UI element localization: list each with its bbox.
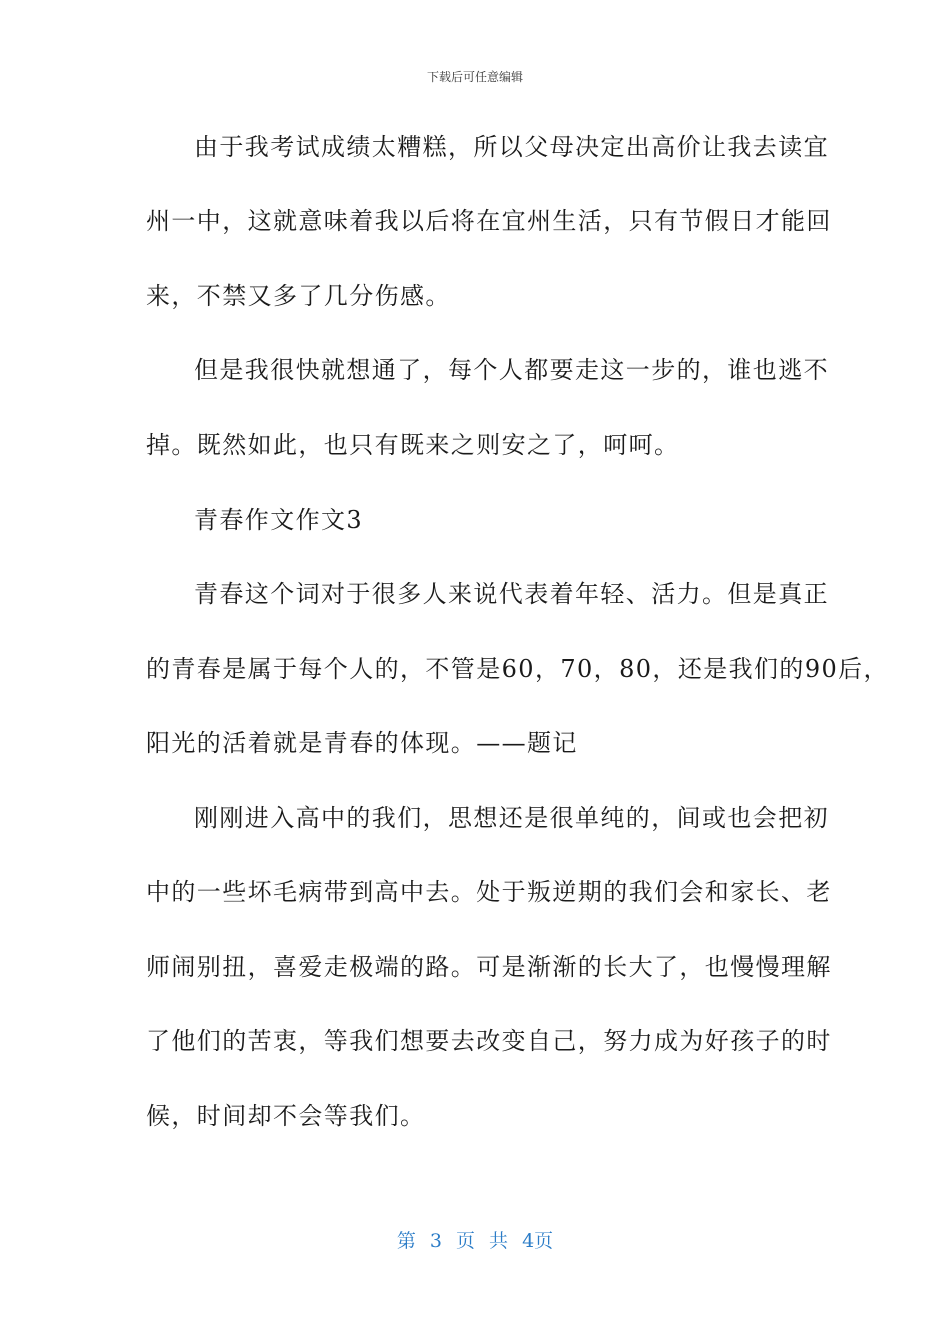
text-line: 青春这个词对于很多人来说代表着年轻、活力。但是真正 — [194, 580, 829, 608]
text-line: 掉。既然如此，也只有既来之则安之了，呵呵。 — [146, 431, 680, 459]
page-indicator: 第 3 页 共 4页 — [396, 1230, 554, 1252]
text-line: 刚刚进入高中的我们，思想还是很单纯的，间或也会把初 — [194, 804, 829, 832]
text-line: 阳光的活着就是青春的体现。——题记 — [146, 729, 578, 757]
text-line: 由于我考试成绩太糟糕，所以父母决定出高价让我去读宜 — [194, 133, 829, 161]
text-line: 来，不禁又多了几分伤感。 — [146, 282, 451, 310]
text-line: 但是我很快就想通了，每个人都要走这一步的，谁也逃不 — [194, 356, 829, 384]
header-note: 下载后可任意编辑 — [426, 70, 523, 84]
text-line: 州一中，这就意味着我以后将在宜州生活，只有节假日才能回 — [146, 207, 832, 235]
text-line: 中的一些坏毛病带到高中去。处于叛逆期的我们会和家长、老 — [146, 878, 832, 906]
section-heading: 青春作文作文3 — [194, 506, 364, 534]
text-line: 的青春是属于每个人的，不管是60，70，80，还是我们的90后， — [146, 655, 889, 683]
text-line: 候，时间却不会等我们。 — [146, 1102, 426, 1130]
text-line: 了他们的苦衷，等我们想要去改变自己，努力成为好孩子的时 — [146, 1027, 832, 1055]
text-line: 师闹别扭，喜爱走极端的路。可是渐渐的长大了，也慢慢理解 — [146, 953, 832, 981]
